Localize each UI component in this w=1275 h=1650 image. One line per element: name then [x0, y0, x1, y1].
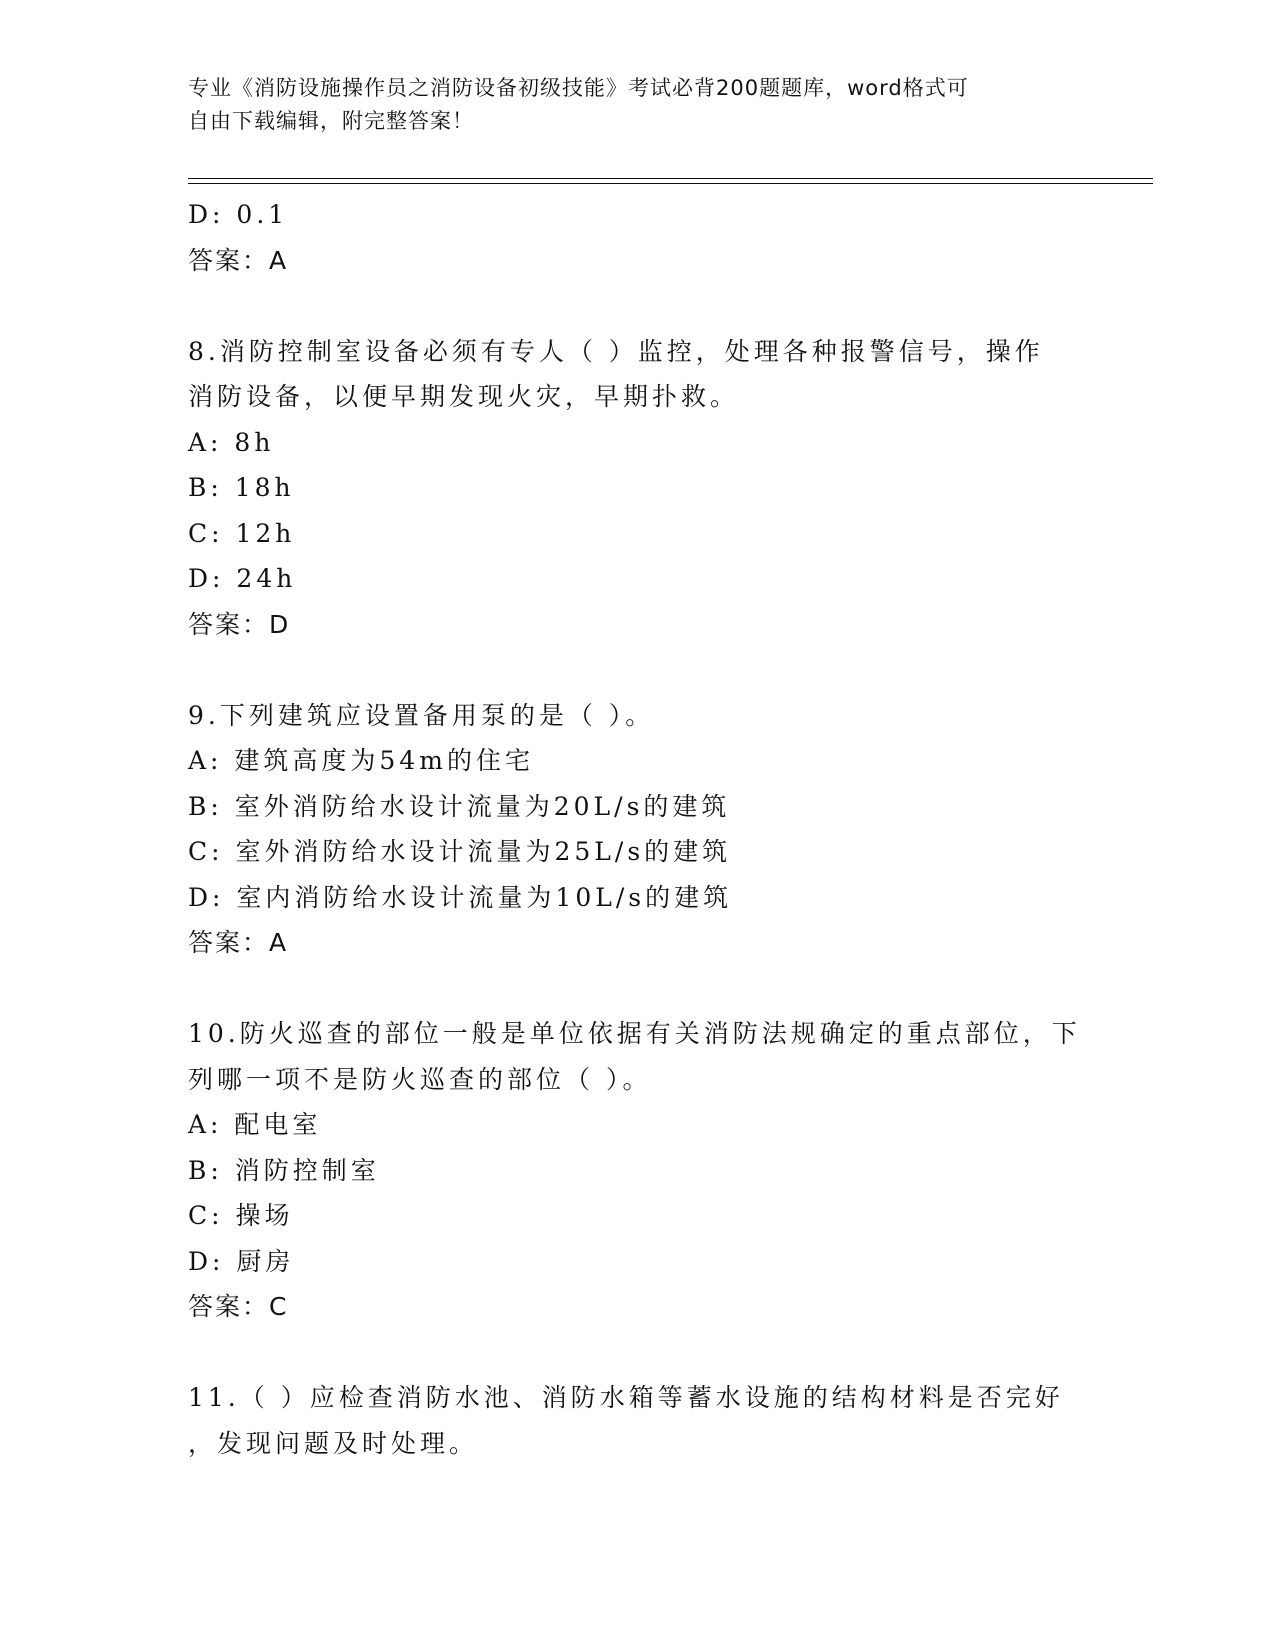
- header-line-2: 自由下载编辑，附完整答案！: [188, 109, 474, 133]
- option-a: A: 8h: [188, 427, 275, 457]
- header-rule-top: [188, 178, 1153, 179]
- option-c: C: 操场: [188, 1201, 294, 1230]
- option-b: B: 18h: [188, 473, 295, 502]
- answer: 答案：D: [188, 609, 291, 639]
- option-a: A: 配电室: [188, 1110, 322, 1139]
- question-11: [188, 1375, 1088, 1466]
- answer: 答案：A: [188, 245, 289, 275]
- spacer: [188, 283, 1088, 329]
- question-stem: 9.下列建筑应设置备用泵的是（ ）。: [188, 700, 655, 730]
- question-8: [188, 329, 1088, 648]
- option-a: A: 建筑高度为54m的住宅: [188, 746, 534, 775]
- question-stem-continued: 消防设备，以便早期发现火灾，早期扑救。: [188, 382, 740, 411]
- question-list: [188, 192, 1088, 1466]
- option-c: C: 室外消防给水设计流量为25L/s的建筑: [188, 837, 732, 866]
- question-stem: 8.消防控制室设备必须有专人（ ）监控，处理各种报警信号，操作: [188, 336, 1044, 366]
- header-line-1: 专业《消防设施操作员之消防设备初级技能》考试必背200题题库，word格式可: [188, 76, 969, 100]
- question-10: [188, 1011, 1088, 1330]
- document-header: [188, 72, 1088, 138]
- option-d: D: 0.1: [188, 200, 289, 229]
- option-d: D: 室内消防给水设计流量为10L/s的建筑: [188, 882, 733, 912]
- spacer: [188, 647, 1088, 693]
- option-c: C: 12h: [188, 518, 296, 548]
- question-stem-continued: ，发现问题及时处理。: [188, 1428, 479, 1458]
- question-stem: 10.防火巡查的部位一般是单位依据有关消防法规确定的重点部位，下: [188, 1019, 1081, 1048]
- question-stem-continued: 列哪一项不是防火巡查的部位（ ）。: [188, 1064, 652, 1094]
- option-b: B: 室外消防给水设计流量为20L/s的建筑: [188, 791, 731, 821]
- question-9: [188, 693, 1088, 966]
- spacer: [188, 966, 1088, 1012]
- option-d: D: 24h: [188, 564, 297, 593]
- question-stem: 11.（ ）应检查消防水池、消防水箱等蓄水设施的结构材料是否完好: [188, 1383, 1064, 1412]
- header-rule-bottom: [188, 183, 1153, 184]
- question-7-tail: [188, 192, 1088, 283]
- answer: 答案：A: [188, 928, 289, 957]
- answer: 答案：C: [188, 1292, 289, 1321]
- spacer: [188, 1330, 1088, 1376]
- option-d: D: 厨房: [188, 1246, 295, 1276]
- option-b: B: 消防控制室: [188, 1155, 380, 1185]
